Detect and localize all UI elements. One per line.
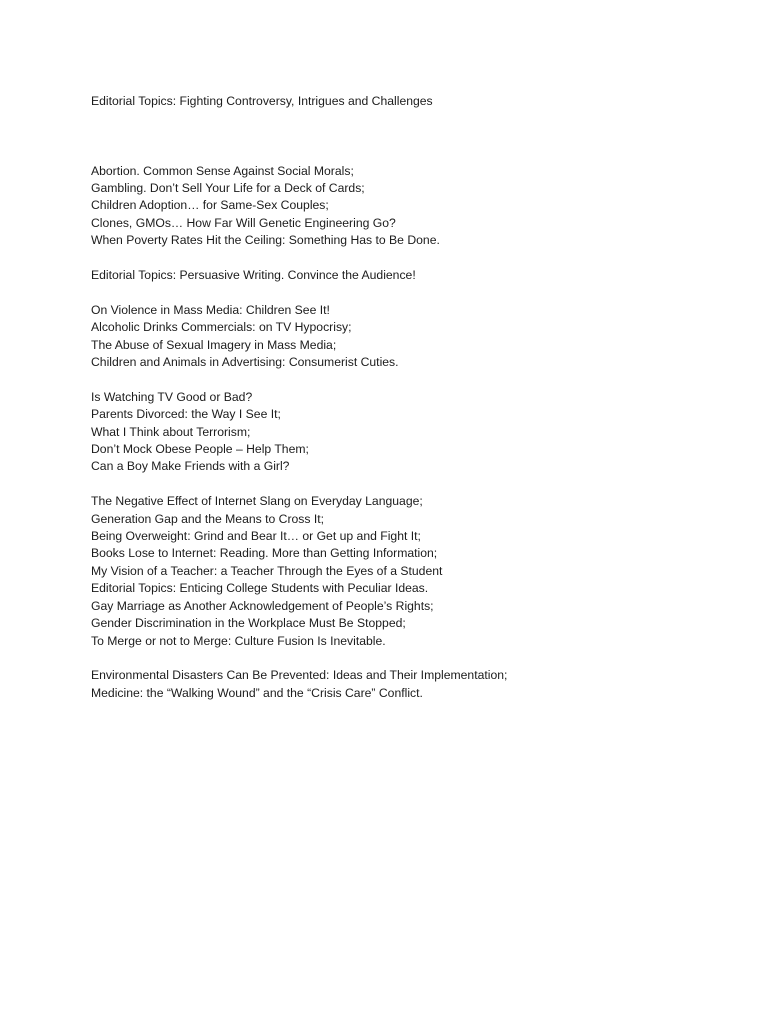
topic-line: Gambling. Don’t Sell Your Life for a Deck of Cards;	[91, 181, 365, 195]
topic-line: Abortion. Common Sense Against Social Morals;	[91, 163, 354, 178]
topic-line: Being Overweight: Grind and Bear It… or Get up and Fight It;	[91, 529, 421, 544]
topic-group-personal	[91, 389, 731, 476]
topic-line: Books Lose to Internet: Reading. More than Getting Information;	[91, 546, 438, 561]
topic-line: Clones, GMOs… How Far Will Genetic Engineering Go?	[91, 215, 396, 230]
topic-line: Generation Gap and the Means to Cross It;	[91, 511, 325, 526]
topic-line: The Abuse of Sexual Imagery in Mass Media;	[91, 337, 337, 352]
document-title: Editorial Topics: Fighting Controversy, Intrigues and Challenges	[91, 94, 433, 108]
document-body	[91, 93, 731, 720]
topic-line: Is Watching TV Good or Bad?	[91, 389, 253, 404]
topic-line: Children and Animals in Advertising: Consumerist Cuties.	[91, 355, 399, 370]
topic-group-environment	[91, 667, 731, 702]
topic-line: When Poverty Rates Hit the Ceiling: Something Has to Be Done.	[91, 233, 440, 248]
topic-line: The Negative Effect of Internet Slang on Everyday Language;	[91, 494, 423, 509]
section-heading: Editorial Topics: Persuasive Writing. Convince the Audience!	[91, 268, 416, 283]
topic-group-media	[91, 302, 731, 372]
topic-group-society	[91, 493, 731, 650]
topic-line: Editorial Topics: Enticing College Students with Peculiar Ideas.	[91, 581, 429, 596]
topic-line: To Merge or not to Merge: Culture Fusion Is Inevitable.	[91, 633, 386, 648]
topic-group-controversy	[91, 163, 731, 250]
topic-line: Don’t Mock Obese People – Help Them;	[91, 442, 309, 457]
section-heading-persuasive	[91, 267, 731, 284]
topic-line: Medicine: the “Walking Wound” and the “Crisis Care” Conflict.	[91, 685, 423, 700]
topic-line: Children Adoption… for Same-Sex Couples;	[91, 198, 329, 213]
topic-line: Environmental Disasters Can Be Prevented: Ideas and Their Implementation;	[91, 668, 508, 683]
topic-line: Parents Divorced: the Way I See It;	[91, 407, 281, 422]
topic-line: Gender Discrimination in the Workplace Must Be Stopped;	[91, 616, 406, 631]
topic-line: On Violence in Mass Media: Children See It!	[91, 302, 330, 317]
topic-line: My Vision of a Teacher: a Teacher Through the Eyes of a Student	[91, 563, 443, 578]
topic-line: Gay Marriage as Another Acknowledgement of People’s Rights;	[91, 598, 434, 613]
topic-line: Can a Boy Make Friends with a Girl?	[91, 459, 290, 474]
topic-line: Alcoholic Drinks Commercials: on TV Hypocrisy;	[91, 320, 352, 335]
topic-line: What I Think about Terrorism;	[91, 424, 251, 439]
